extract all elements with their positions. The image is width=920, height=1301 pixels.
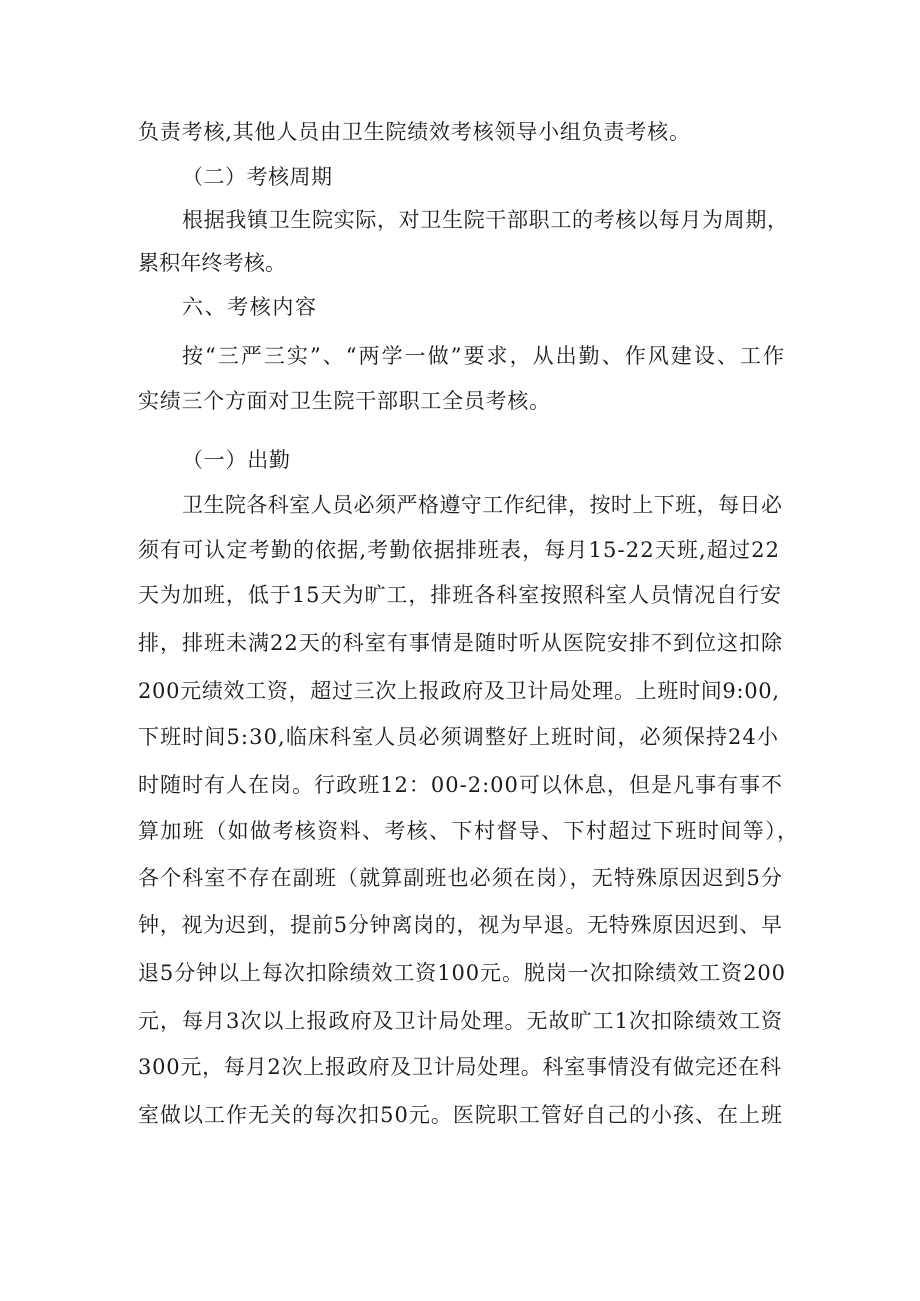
text-line: 累积年终考核。 bbox=[138, 251, 287, 275]
text-line: 实绩三个方面对卫生院干部职工全员考核。 bbox=[138, 389, 551, 413]
text-line: 卫生院各科室人员必须严格遵守工作纪律，按时上下班，每日必 bbox=[182, 493, 783, 517]
section-heading: （二）考核周期 bbox=[182, 165, 333, 189]
text-line: 负责考核,其他人员由卫生院绩效考核领导小组负责考核。 bbox=[138, 120, 691, 144]
text-line: 200元绩效工资，超过三次上报政府及卫计局处理。上班时间9:00, bbox=[138, 679, 780, 703]
text-line: 天为加班，低于15天为旷工，排班各科室按照科室人员情况自行安 bbox=[138, 583, 782, 607]
section-heading: （一）出勤 bbox=[182, 448, 291, 472]
text-line: 退5分钟以上每次扣除绩效工资100元。脱岗一次扣除绩效工资200 bbox=[138, 961, 786, 985]
section-heading: 六、考核内容 bbox=[182, 295, 318, 319]
text-line: 须有可认定考勤的依据,考勤依据排班表，每月15-22天班,超过22 bbox=[138, 538, 781, 562]
text-line: 各个科室不存在副班（就算副班也必须在岗），无特殊原因迟到5分 bbox=[138, 866, 784, 890]
text-line: 元，每月3次以上报政府及卫计局处理。无故旷工1次扣除绩效工资 bbox=[138, 1009, 784, 1033]
text-line: 按“三严三实”、“两学一做”要求，从出勤、作风建设、工作 bbox=[182, 344, 787, 368]
text-line: 钟，视为迟到，提前5分钟离岗的，视为早退。无特殊原因迟到、早 bbox=[138, 913, 783, 937]
text-line: 排，排班未满22天的科室有事情是随时听从医院安排不到位这扣除 bbox=[138, 631, 784, 655]
text-line: 300元，每月2次上报政府及卫计局处理。科室事情没有做完还在科 bbox=[138, 1055, 782, 1079]
text-line: 算加班（如做考核资料、考核、下村督导、下村超过下班时间等）， bbox=[138, 819, 800, 843]
text-line: 室做以工作无关的每次扣50元。医院职工管好自己的小孩、在上班 bbox=[138, 1103, 784, 1127]
text-line: 时随时有人在岗。行政班12：00-2:00可以休息，但是凡事有事不 bbox=[138, 773, 784, 797]
text-line: 下班时间5:30,临床科室人员必须调整好上班时间，必须保持24小 bbox=[138, 725, 780, 749]
text-line: 根据我镇卫生院实际，对卫生院干部职工的考核以每月为周期， bbox=[182, 208, 789, 232]
